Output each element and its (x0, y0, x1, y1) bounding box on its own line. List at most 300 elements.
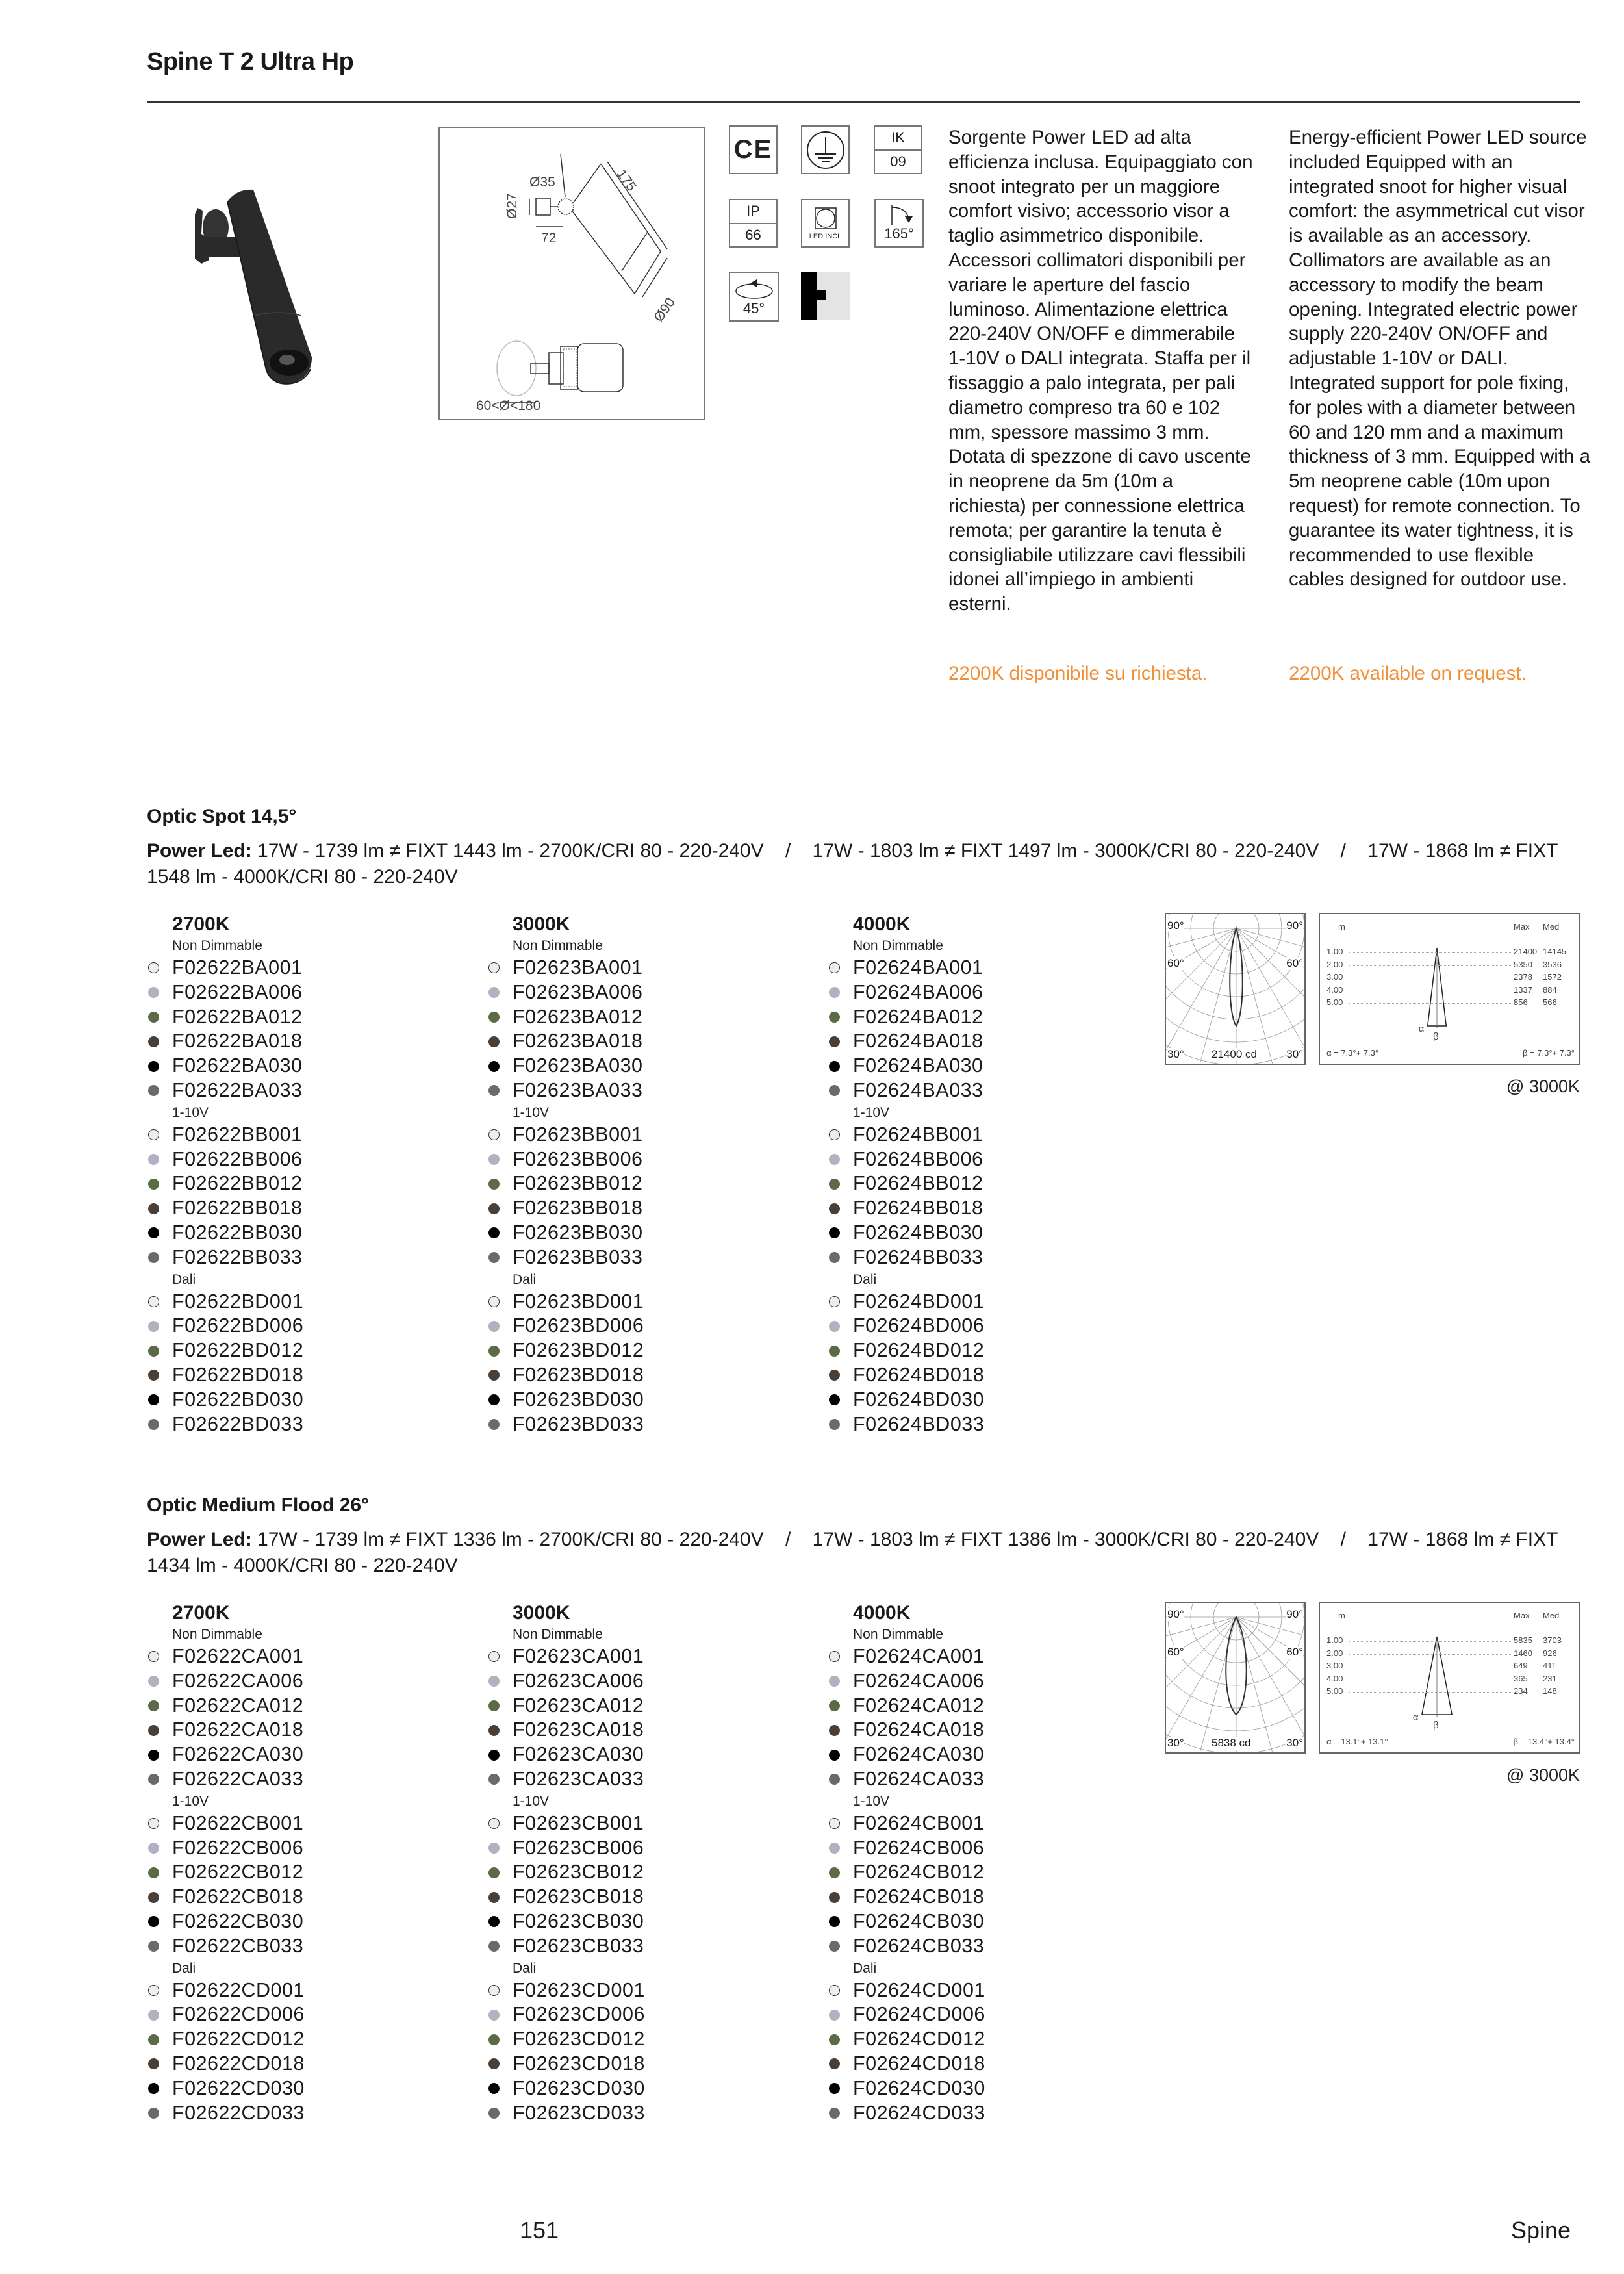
product-code: F02624CB030 (853, 1910, 985, 1932)
finish-color-swatch (829, 1774, 840, 1785)
beam-cone-diagram (1411, 1635, 1463, 1720)
finish-color-swatch (148, 1941, 159, 1952)
power-led-label: Power Led: (147, 840, 252, 862)
finish-color-swatch (829, 1419, 840, 1430)
product-code: F02622BB018 (172, 1197, 303, 1220)
product-code-item (488, 1221, 800, 1246)
product-code-item (148, 1836, 460, 1861)
dim-d35: Ø35 (529, 175, 555, 190)
product-code: F02624CA033 (853, 1767, 985, 1790)
product-code-item (829, 1934, 1141, 1959)
finish-color-swatch (148, 1203, 159, 1214)
finish-color-swatch (488, 1012, 500, 1023)
product-code: F02622CD012 (172, 2028, 305, 2050)
finish-color-swatch (488, 2034, 500, 2045)
finish-color-swatch (488, 1985, 500, 1996)
product-code: F02624BD012 (853, 1339, 985, 1362)
product-code-item (829, 1860, 1141, 1885)
product-code-item (488, 2027, 800, 2052)
product-code: F02622CD006 (172, 2003, 305, 2026)
product-code-item (148, 1860, 460, 1885)
finish-color-swatch (148, 1346, 159, 1357)
product-code: F02624CB006 (853, 1836, 985, 1859)
finish-color-swatch (829, 1750, 840, 1761)
product-code: F02623BA012 (513, 1005, 643, 1028)
product-code-item (488, 1885, 800, 1910)
product-code-item (829, 1412, 1141, 1437)
finish-color-swatch (148, 1036, 159, 1047)
finish-color-swatch (488, 1321, 500, 1332)
page-title: Spine T 2 Ultra Hp (147, 48, 354, 75)
finish-color-swatch (148, 1394, 159, 1405)
product-code-item (488, 1743, 800, 1767)
product-code-item (829, 1338, 1141, 1363)
finish-color-swatch (148, 1843, 159, 1854)
finish-color-swatch (488, 1941, 500, 1952)
product-code: F02622BA012 (172, 1005, 303, 1028)
product-code: F02624CA018 (853, 1718, 985, 1741)
finish-color-swatch (829, 1203, 840, 1214)
product-code: F02624BB012 (853, 1172, 983, 1195)
product-code: F02623CA012 (513, 1694, 644, 1717)
finish-color-swatch (829, 962, 840, 973)
finish-color-swatch (488, 1651, 500, 1662)
product-code: F02622BA033 (172, 1079, 303, 1101)
product-code: F02623CA006 (513, 1669, 644, 1692)
power-led-spec (147, 1527, 1589, 1579)
driver-type-label: Dali (172, 1960, 196, 1976)
finish-color-swatch (148, 1061, 159, 1072)
finish-color-swatch (148, 1916, 159, 1927)
finish-color-swatch (148, 1321, 159, 1332)
product-code-item (148, 1314, 460, 1338)
cct-column-2700k (148, 1602, 460, 2125)
product-code-item (829, 2101, 1141, 2126)
product-code: F02623BB001 (513, 1123, 643, 1145)
finish-color-swatch (488, 1346, 500, 1357)
finish-color-swatch (148, 1676, 159, 1687)
product-code: F02622CA012 (172, 1694, 304, 1717)
cct-column-2700k (148, 913, 460, 1437)
product-code: F02624BA018 (853, 1030, 983, 1053)
product-code: F02622BA001 (172, 956, 303, 978)
finish-color-swatch (829, 1651, 840, 1662)
beta-angle: β = 7.3°+ 7.3° (1522, 1048, 1575, 1058)
product-code-item (488, 1934, 800, 1959)
product-code-item (148, 1290, 460, 1314)
product-family-label: Spine (1511, 2217, 1571, 2243)
product-code: F02623BB030 (513, 1221, 643, 1244)
product-code-item (488, 956, 800, 980)
finish-color-swatch (488, 1203, 500, 1214)
driver-type-label: Dali (853, 1271, 877, 1287)
product-code: F02623BA018 (513, 1030, 643, 1053)
product-code-item (829, 1029, 1141, 1054)
product-code-item (829, 1910, 1141, 1934)
section-title: Optic Medium Flood 26° (147, 1494, 370, 1516)
finish-color-swatch (148, 1750, 159, 1761)
product-code: F02623BD012 (513, 1339, 644, 1362)
driver-type-label: Non Dimmable (513, 938, 603, 953)
ik-rating-icon: IK 09 (874, 125, 922, 174)
product-code-item (829, 1363, 1141, 1388)
product-code: F02622CA006 (172, 1669, 304, 1692)
cct-column-4000k (829, 913, 1141, 1437)
earth-ground-icon (801, 125, 850, 174)
product-code-item (488, 2101, 800, 2126)
finish-color-swatch (829, 1941, 840, 1952)
finish-color-swatch (148, 1725, 159, 1736)
cct-column-4000k (829, 1602, 1141, 2125)
finish-color-swatch (488, 1843, 500, 1854)
page-number: 151 (520, 2217, 559, 2243)
product-code-item (148, 956, 460, 980)
product-code-item (148, 1978, 460, 2003)
alpha-angle: α = 7.3°+ 7.3° (1326, 1048, 1379, 1058)
finish-color-swatch (488, 1916, 500, 1927)
product-code-item (148, 1147, 460, 1172)
driver-type-label: Non Dimmable (172, 938, 262, 953)
product-code-item (829, 1123, 1141, 1147)
product-code-item (148, 1196, 460, 1221)
finish-color-swatch (829, 1916, 840, 1927)
note-2200k-english: 2200K available on request. (1289, 663, 1527, 684)
product-code: F02623BB006 (513, 1147, 643, 1170)
product-code-item (148, 1669, 460, 1694)
finish-color-swatch (488, 2108, 500, 2119)
ip-rating-icon: IP 66 (729, 199, 778, 248)
beam-cone-diagram (1411, 947, 1463, 1031)
description-english: Energy-efficient Power LED source included Equipped with an integrated snoot for higher visual comfort: the asymmetrical cut visor is available as an accessory. Collimators are available as an accessory to modify the beam opening. Integrated electric power supply 220-240V ON/OFF and adjustable 1-10V or DALI. Integrated support for pole fixing, for poles with a diameter between 60 and 120 mm and a maximum thickness of 3 mm. Equipped with a 5m neoprene cable (10m upon request) for remote connection. To guarantee its water tightness, it is recommended to use flexible cables designed for outdoor use. (1289, 127, 1591, 591)
product-code-item (829, 1290, 1141, 1314)
finish-color-swatch (488, 2058, 500, 2069)
driver-type-label: 1-10V (853, 1105, 890, 1120)
dim-72: 72 (541, 231, 557, 246)
product-code: F02622CA033 (172, 1767, 304, 1790)
dim-d27: Ø27 (505, 193, 520, 219)
product-code: F02623BB012 (513, 1172, 643, 1195)
product-code: F02623CA018 (513, 1718, 644, 1741)
finish-color-swatch (829, 1252, 840, 1263)
section-title: Optic Spot 14,5° (147, 806, 297, 827)
product-code-item (829, 1644, 1141, 1669)
product-code: F02623CD030 (513, 2076, 645, 2099)
product-code: F02622BD006 (172, 1314, 304, 1337)
product-code-item (148, 2076, 460, 2101)
product-code: F02623BD018 (513, 1363, 644, 1386)
product-code: F02624BB018 (853, 1197, 983, 1220)
product-code: F02623BD030 (513, 1388, 644, 1411)
beta-angle: β = 13.4°+ 13.4° (1513, 1737, 1575, 1746)
product-code-item (829, 1147, 1141, 1172)
product-code-item (488, 1246, 800, 1270)
product-code-item (829, 1978, 1141, 2003)
product-code: F02622BD001 (172, 1290, 304, 1312)
product-code: F02624BD001 (853, 1290, 985, 1312)
product-code: F02622BA018 (172, 1030, 303, 1053)
finish-color-swatch (488, 1676, 500, 1687)
finish-color-swatch (488, 1252, 500, 1263)
product-code: F02623BB018 (513, 1197, 643, 1220)
product-code: F02623CB001 (513, 1811, 644, 1834)
finish-color-swatch (148, 2010, 159, 2021)
finish-color-swatch (148, 1296, 159, 1307)
product-code-item (148, 1171, 460, 1196)
product-code: F02622BD018 (172, 1363, 304, 1386)
product-code: F02623CD001 (513, 1978, 645, 2001)
technical-drawing (438, 127, 705, 420)
product-code: F02622BD033 (172, 1412, 304, 1435)
peak-intensity: 21400 cd (1212, 1048, 1257, 1060)
finish-color-swatch (829, 1867, 840, 1878)
product-code-item (829, 1811, 1141, 1836)
product-code-item (829, 1171, 1141, 1196)
product-code: F02624CD006 (853, 2003, 985, 2026)
finish-color-swatch (829, 1321, 840, 1332)
product-code: F02623CD006 (513, 2003, 645, 2026)
driver-type-label: Dali (172, 1271, 196, 1287)
product-code-item (488, 1290, 800, 1314)
driver-type-label: Dali (513, 1271, 537, 1287)
product-code-item (148, 1644, 460, 1669)
finish-color-swatch (148, 2108, 159, 2119)
product-code: F02622CB001 (172, 1811, 304, 1834)
finish-color-swatch (488, 1061, 500, 1072)
finish-color-swatch (488, 1419, 500, 1430)
finish-color-swatch (148, 1154, 159, 1165)
product-code-item (148, 2052, 460, 2076)
product-code-item (488, 1718, 800, 1743)
product-code: F02623BA033 (513, 1079, 643, 1101)
finish-color-swatch (488, 1227, 500, 1238)
product-code: F02624CB033 (853, 1934, 985, 1957)
product-code-item (148, 2027, 460, 2052)
product-code: F02624BD018 (853, 1363, 985, 1386)
finish-color-swatch (829, 1346, 840, 1357)
product-code: F02622BD030 (172, 1388, 304, 1411)
finish-color-swatch (829, 1985, 840, 1996)
product-code: F02624BA001 (853, 956, 983, 978)
dim-d90: Ø90 (651, 295, 678, 325)
cct-heading: 4000K (853, 1602, 911, 1624)
finish-color-swatch (488, 1179, 500, 1190)
product-code: F02624CA006 (853, 1669, 985, 1692)
finish-color-swatch (148, 962, 159, 973)
product-code-item (488, 1811, 800, 1836)
product-code-item (148, 2002, 460, 2027)
product-code-item (148, 1718, 460, 1743)
driver-type-label: Dali (513, 1960, 537, 1976)
finish-color-swatch (148, 987, 159, 998)
product-code: F02622CA001 (172, 1645, 304, 1667)
product-code: F02622CB012 (172, 1861, 304, 1884)
measured-cct-note: @ 3000K (1506, 1765, 1580, 1785)
mounting-class-icon (801, 272, 850, 320)
product-code-item (829, 1246, 1141, 1270)
finish-color-swatch (829, 2034, 840, 2045)
product-code: F02623BB033 (513, 1246, 643, 1268)
product-code: F02624BD033 (853, 1412, 985, 1435)
finish-color-swatch (148, 1892, 159, 1903)
product-code-item (829, 1743, 1141, 1767)
finish-color-swatch (488, 1154, 500, 1165)
driver-type-label: 1-10V (513, 1793, 550, 1809)
finish-color-swatch (148, 1179, 159, 1190)
finish-color-swatch (148, 1129, 159, 1140)
product-code-item (148, 1221, 460, 1246)
finish-color-swatch (829, 2058, 840, 2069)
product-code: F02624CD030 (853, 2076, 985, 2099)
finish-color-swatch (829, 1843, 840, 1854)
finish-color-swatch (488, 2083, 500, 2094)
product-code-item (829, 980, 1141, 1005)
product-code-item (148, 1079, 460, 1103)
led-included-icon: LED INCL (801, 199, 850, 248)
finish-color-swatch (829, 1179, 840, 1190)
dim-175: 175 (613, 166, 639, 194)
product-code: F02624CA001 (853, 1645, 985, 1667)
power-led-label: Power Led: (147, 1529, 252, 1550)
product-code: F02623BA006 (513, 980, 643, 1003)
product-code-item (829, 2002, 1141, 2027)
ce-mark-icon: CE (729, 125, 778, 174)
product-code: F02624CA030 (853, 1743, 985, 1766)
finish-color-swatch (829, 1394, 840, 1405)
product-code: F02622CD033 (172, 2101, 305, 2124)
driver-type-label: 1-10V (853, 1793, 890, 1809)
product-code-item (829, 2027, 1141, 2052)
finish-color-swatch (488, 1725, 500, 1736)
product-code-item (829, 1079, 1141, 1103)
polar-light-distribution-chart: 90° 90° 60° 60° 30° 30° 5838 cd (1165, 1602, 1306, 1754)
product-code-item (148, 1338, 460, 1363)
product-code-item (488, 1029, 800, 1054)
product-code: F02624CB018 (853, 1885, 985, 1908)
product-code: F02622BA030 (172, 1054, 303, 1077)
product-code: F02622CD018 (172, 2052, 305, 2075)
finish-color-swatch (148, 1985, 159, 1996)
product-code-item (829, 1669, 1141, 1694)
product-code-item (488, 1860, 800, 1885)
product-code-item (829, 1388, 1141, 1412)
product-code: F02624CD012 (853, 2028, 985, 2050)
product-code: F02623CB033 (513, 1934, 644, 1957)
finish-color-swatch (829, 1725, 840, 1736)
product-code-item (829, 1221, 1141, 1246)
product-code: F02622CD001 (172, 1978, 305, 2001)
finish-color-swatch (148, 1774, 159, 1785)
finish-color-swatch (148, 1252, 159, 1263)
finish-color-swatch (488, 1818, 500, 1829)
finish-color-swatch (488, 1370, 500, 1381)
finish-color-swatch (488, 1296, 500, 1307)
product-code: F02623CB006 (513, 1836, 644, 1859)
product-code: F02622BD012 (172, 1339, 304, 1362)
product-code: F02624BB033 (853, 1246, 983, 1268)
product-code: F02624BA033 (853, 1079, 983, 1101)
product-code: F02624CB012 (853, 1861, 985, 1884)
title-divider (147, 101, 1580, 103)
finish-color-swatch (829, 1085, 840, 1096)
product-code: F02623BA030 (513, 1054, 643, 1077)
product-code: F02622BB001 (172, 1123, 303, 1145)
product-code-item (148, 1412, 460, 1437)
product-code-item (488, 1363, 800, 1388)
driver-type-label: Non Dimmable (853, 938, 943, 953)
finish-color-swatch (148, 1085, 159, 1096)
product-code-item (829, 1767, 1141, 1792)
product-code-item (148, 1005, 460, 1030)
product-code-item (829, 1694, 1141, 1718)
product-code-item (148, 1767, 460, 1792)
product-code-item (829, 2052, 1141, 2076)
product-code: F02623CD012 (513, 2028, 645, 2050)
product-code-item (488, 1314, 800, 1338)
finish-color-swatch (829, 2083, 840, 2094)
product-code: F02624CD033 (853, 2101, 985, 2124)
finish-color-swatch (148, 1419, 159, 1430)
product-code-item (148, 1743, 460, 1767)
finish-color-swatch (488, 1892, 500, 1903)
driver-type-label: 1-10V (172, 1105, 209, 1120)
finish-color-swatch (488, 1774, 500, 1785)
product-code: F02624CA012 (853, 1694, 985, 1717)
cct-heading: 3000K (513, 913, 570, 935)
product-code-item (488, 2002, 800, 2027)
finish-color-swatch (148, 1651, 159, 1662)
product-code-item (488, 1836, 800, 1861)
product-code-item (829, 1836, 1141, 1861)
finish-color-swatch (829, 1012, 840, 1023)
product-code: F02623BD033 (513, 1412, 644, 1435)
cct-column-3000k (488, 913, 800, 1437)
product-code-item (148, 1934, 460, 1959)
polar-light-distribution-chart: 90° 90° 60° 60° 30° 30° 21400 cd (1165, 913, 1306, 1065)
driver-type-label: 1-10V (513, 1105, 550, 1120)
finish-color-swatch (829, 1818, 840, 1829)
power-led-spec (147, 838, 1589, 890)
product-code: F02622BB030 (172, 1221, 303, 1244)
product-code: F02624BD006 (853, 1314, 985, 1337)
finish-color-swatch (829, 987, 840, 998)
product-code: F02622CA030 (172, 1743, 304, 1766)
product-code: F02622CA018 (172, 1718, 304, 1741)
product-code: F02624BA012 (853, 1005, 983, 1028)
power-led-values: 17W - 1739 lm ≠ FIXT 1443 lm - 2700K/CRI 80 - 220-240V / 17W - 1803 lm ≠ FIXT 1497 lm - 3000K/CRI 80 - 220-240V / 17W - 1868 lm ≠ FIXT 1548 lm - 4000K/CRI 80 - 220-240V (147, 840, 1564, 888)
product-code-item (829, 1196, 1141, 1221)
cct-heading: 4000K (853, 913, 911, 935)
product-code: F02624BA030 (853, 1054, 983, 1077)
finish-color-swatch (829, 1129, 840, 1140)
product-code: F02623CA030 (513, 1743, 644, 1766)
product-code-item (488, 1147, 800, 1172)
product-code: F02623CD018 (513, 2052, 645, 2075)
product-code: F02622CB018 (172, 1885, 304, 1908)
finish-color-swatch (829, 2010, 840, 2021)
power-led-values: 17W - 1739 lm ≠ FIXT 1336 lm - 2700K/CRI 80 - 220-240V / 17W - 1803 lm ≠ FIXT 1386 lm - 3000K/CRI 80 - 220-240V / 17W - 1868 lm ≠ FIXT 1434 lm - 4000K/CRI 80 - 220-240V (147, 1529, 1564, 1576)
finish-color-swatch (488, 1129, 500, 1140)
finish-color-swatch (488, 1867, 500, 1878)
product-code: F02622BB006 (172, 1147, 303, 1170)
driver-type-label: Dali (853, 1960, 877, 1976)
cct-column-3000k (488, 1602, 800, 2125)
product-code-item (488, 1767, 800, 1792)
finish-color-swatch (148, 1012, 159, 1023)
product-code: F02624BA006 (853, 980, 983, 1003)
finish-color-swatch (148, 1700, 159, 1711)
product-code: F02623BD006 (513, 1314, 644, 1337)
finish-color-swatch (829, 1676, 840, 1687)
